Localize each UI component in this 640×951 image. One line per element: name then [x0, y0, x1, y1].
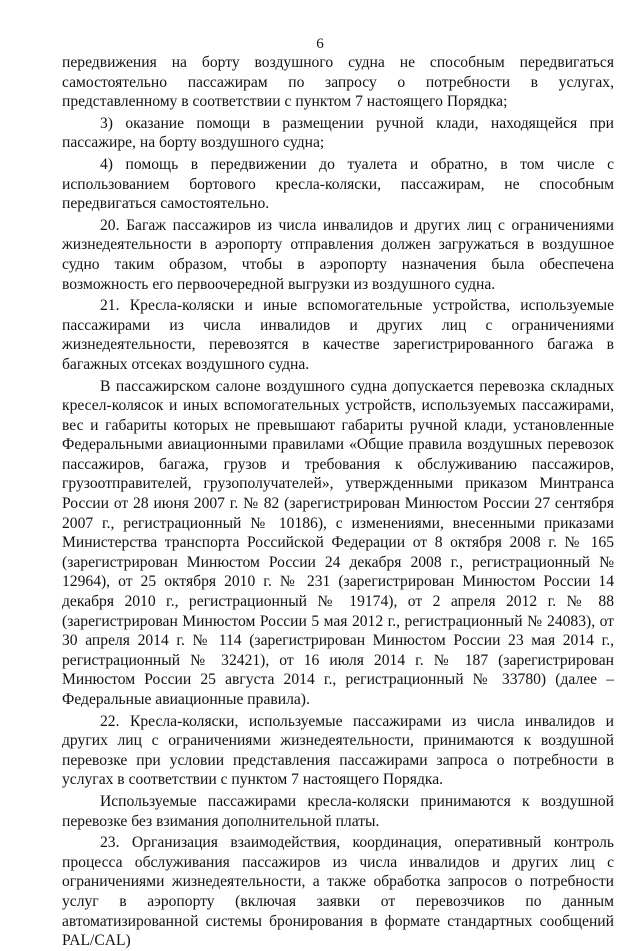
paragraph-free-carriage: Используемые пассажирами кресла-коляски принимаются к воздушной перевозке без взимания дополнительной платы.: [62, 792, 614, 830]
paragraph-22: 22. Кресла-коляски, используемые пассажирами из числа инвалидов и других лиц с ограничениями жизнедеятельности, принимаются к воздушной перевозке при условии представления пассажирами запроса о потребности в услугах в соответствии с пунктом 7 настоящего Порядка.: [62, 712, 614, 789]
paragraph-21: 21. Кресла-коляски и иные вспомогательные устройства, используемые пассажирами из числа инвалидов и других лиц с ограничениями жизнедеятельности, перевозятся в качестве зарегистрированного багажа в багажных отсеках воздушного судна.: [62, 297, 614, 373]
paragraph-item-3: 3) оказание помощи в размещении ручной клади, находящейся при пассажире, на борту воздушного судна;: [62, 114, 614, 152]
paragraph-item-4: 4) помощь в передвижении до туалета и обратно, в том числе с использованием бортового кресла-коляски, пассажирам, не способным передвигаться самостоятельно.: [62, 155, 614, 213]
paragraph-continuation: передвижения на борту воздушного судна не способным передвигаться самостоятельно пассажирам по запросу о потребности в услугах, представленному в соответствии с пунктом 7 настоящего Порядка;: [62, 54, 614, 111]
paragraph-20: 20. Багаж пассажиров из числа инвалидов и других лиц с ограничениями жизнедеятельности в аэропорту отправления должен загружаться в воздушное судно таким образом, чтобы в аэропорту назначения была обеспечена возможность его первоочередной выгрузки из воздушного судна.: [62, 216, 614, 293]
paragraph-cabin-carriage: В пассажирском салоне воздушного судна допускается перевозка складных кресел-колясок и иных вспомогательных устройств, используемых пассажирами, вес и габариты которых не превышают габариты ручной клади, установленные Федеральными авиационными правилами «Общие правила воздушных перевозок пассажиров, багажа, грузов и требования к обслуживанию пассажиров, грузоотправителей, грузополучателей», утвержденными приказом Минтранса России от 28 июня 2007 г. № 82 (зарегистрирован Минюстом России 27 сентября 2007 г., регистрационный № 10186), с изменениями, внесенными приказами Министерства транспорта Российской Федерации от 8 октября 2008 г. № 165 (зарегистрирован Минюстом России 24 декабря 2008 г., регистрационный № 12964), от 25 октября 2010 г. № 231 (зарегистрирован Минюстом России 14 декабря 2010 г., регистрационный № 19174), от 2 апреля 2012 г. № 88 (зарегистрирован Минюстом России 5 мая 2012 г., регистрационный № 24083), от 30 апреля 2014 г. № 114 (зарегистрирован Минюстом России 23 мая 2014 г., регистрационный № 32421), от 16 июля 2014 г. № 187 (зарегистрирован Минюстом России 25 августа 2014 г., регистрационный № 33780) (далее – Федеральные авиационные правила).: [62, 377, 614, 708]
paragraph-23: 23. Организация взаимодействия, координация, оперативный контроль процесса обслуживания пассажиров из числа инвалидов и других лиц с ограничениями жизнедеятельности, а также обработка запросов о потребности услуг в аэропорту (включая заявки от перевозчиков по данным автоматизированной системы бронирования в формате стандартных сообщений PAL/CAL): [62, 834, 614, 950]
page-number: 6: [316, 36, 324, 52]
document-body: [62, 53, 614, 951]
